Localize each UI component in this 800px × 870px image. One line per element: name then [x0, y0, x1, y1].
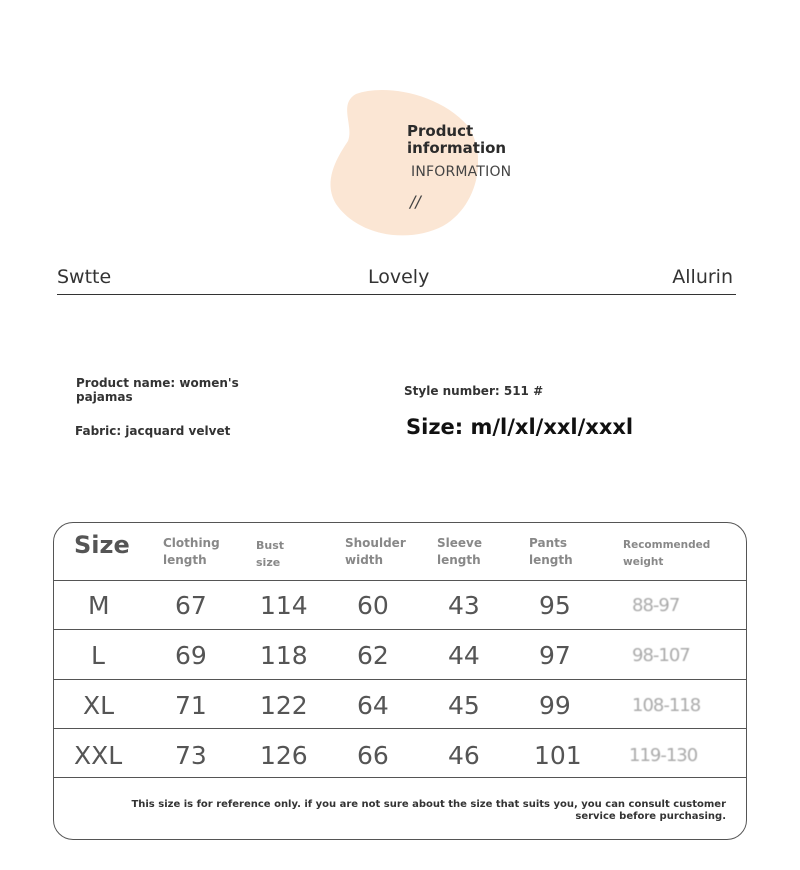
cell-clothing: 73	[175, 741, 207, 770]
cell-sleeve: 44	[448, 641, 480, 670]
cell-pants: 99	[539, 691, 571, 720]
header-text: Shoulder	[345, 536, 406, 550]
header-bust-size	[256, 537, 284, 571]
size-table	[53, 522, 747, 840]
cell-pants: 97	[539, 641, 571, 670]
row-divider	[54, 679, 747, 680]
cell-pants: 95	[539, 591, 571, 620]
cell-weight: 98-107	[632, 645, 690, 666]
header-recommended-weight	[623, 537, 710, 571]
cell-weight: 108-118	[632, 695, 701, 716]
cell-sleeve: 45	[448, 691, 480, 720]
cell-size: XXL	[74, 741, 123, 770]
cell-size: L	[91, 641, 105, 670]
tag-swtte: Swtte	[57, 266, 112, 288]
title-line-2: information	[407, 139, 507, 157]
cell-size: XL	[83, 691, 115, 720]
cell-shoulder: 64	[357, 691, 389, 720]
decorative-blob	[328, 86, 478, 236]
header-text: Bust	[256, 539, 285, 552]
cell-shoulder: 66	[357, 741, 389, 770]
header-text: length	[163, 553, 207, 567]
header-size: Size	[74, 531, 130, 559]
size-disclaimer: This size is for reference only. if you are not sure about the size that suits you, you can consult customer service before purchasing.	[131, 799, 726, 822]
header-text: weight	[623, 556, 664, 568]
tag-row	[57, 266, 736, 295]
cell-shoulder: 62	[357, 641, 389, 670]
decorative-slash: //	[410, 192, 421, 211]
cell-pants: 101	[534, 741, 582, 770]
row-divider	[54, 629, 747, 630]
tag-lovely: Lovely	[368, 266, 430, 288]
cell-sleeve: 43	[448, 591, 480, 620]
header-text: Clothing	[163, 536, 220, 550]
fabric: Fabric: jacquard velvet	[75, 424, 231, 438]
cell-clothing: 67	[175, 591, 207, 620]
style-number: Style number: 511 #	[404, 384, 544, 398]
section-title	[407, 123, 506, 157]
size-list: Size: m/l/xl/xxl/xxxl	[406, 415, 634, 439]
cell-shoulder: 60	[357, 591, 389, 620]
cell-bust: 122	[260, 691, 308, 720]
cell-bust: 114	[260, 591, 308, 620]
row-divider	[54, 728, 747, 729]
header-sleeve-length	[437, 535, 482, 569]
header-text: Pants	[529, 536, 567, 550]
header-clothing-length	[163, 535, 220, 569]
cell-size: M	[88, 591, 110, 620]
title-line-1: Product	[407, 122, 474, 140]
product-name: Product name: women's pajamas	[76, 376, 239, 404]
cell-bust: 118	[260, 641, 308, 670]
header-pants-length	[529, 535, 573, 569]
header-shoulder-width	[345, 535, 406, 569]
cell-clothing: 71	[175, 691, 207, 720]
cell-bust: 126	[260, 741, 308, 770]
header-text: Recommended	[623, 539, 711, 551]
cell-weight: 119-130	[629, 745, 698, 766]
header-text: length	[529, 553, 573, 567]
header-text: size	[256, 556, 281, 569]
cell-weight: 88-97	[632, 595, 680, 616]
tag-allurin: Allurin	[672, 266, 733, 288]
row-divider	[54, 580, 747, 581]
header-text: length	[437, 553, 481, 567]
row-divider	[54, 777, 747, 778]
cell-sleeve: 46	[448, 741, 480, 770]
section-subtitle: INFORMATION	[411, 164, 512, 180]
cell-clothing: 69	[175, 641, 207, 670]
header-text: Sleeve	[437, 536, 482, 550]
header-text: width	[345, 553, 384, 567]
